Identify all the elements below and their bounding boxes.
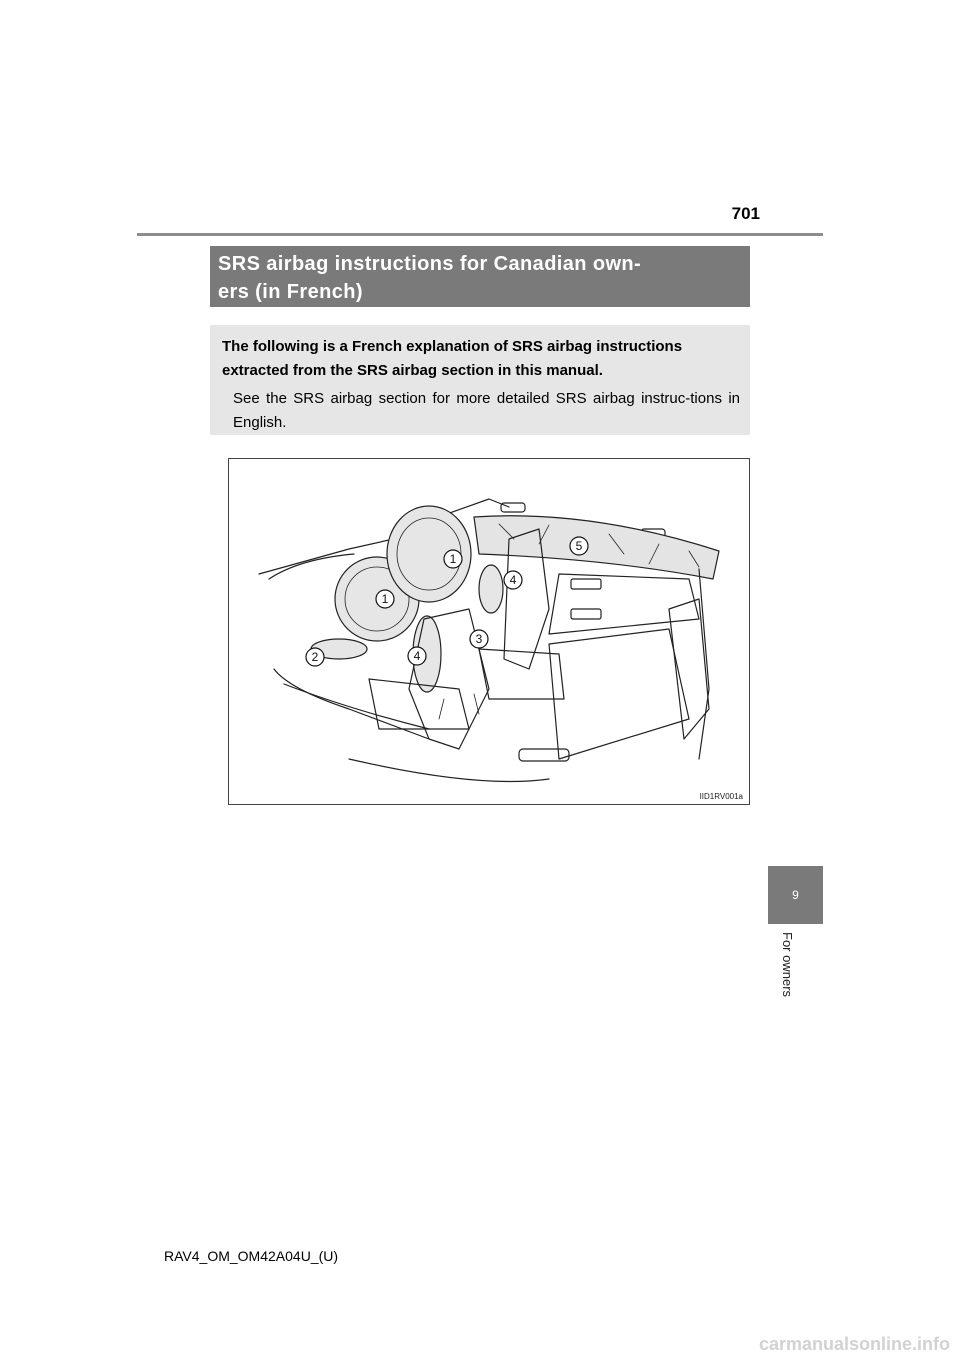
dashboard-curve	[269, 554, 354, 579]
section-title-line-1: SRS airbag instructions for Canadian own-	[218, 253, 642, 275]
page-number: 701	[731, 204, 760, 223]
intro-bold-text: The following is a French explanation of SRS airbag instructions extracted from the SRS airbag section in this manual.	[222, 338, 683, 379]
floor-line-rear	[349, 759, 549, 782]
chapter-tab[interactable]	[768, 866, 823, 924]
curtain-airbag	[474, 516, 719, 579]
callout-label-4b: 4	[509, 573, 517, 587]
airbag-figure	[228, 458, 750, 805]
callout-label-1a: 1	[449, 552, 457, 566]
watermark-text: carmanualsonline.info	[758, 1334, 950, 1354]
callout-label-2: 2	[311, 650, 319, 664]
side-airbag-passenger	[479, 565, 503, 613]
grab-handle-front	[501, 503, 525, 512]
intro-box	[210, 325, 750, 435]
door-handle-2	[571, 609, 601, 619]
intro-normal-text: See the SRS airbag section for more detailed SRS airbag instruc-tions in English.	[233, 390, 740, 431]
rear-door-edge	[699, 569, 709, 759]
callout-label-1b: 1	[381, 592, 389, 606]
chapter-label: For owners	[780, 932, 795, 998]
callout-label-4a: 4	[413, 649, 421, 663]
callout-label-3: 3	[475, 632, 483, 646]
door-handle-1	[571, 579, 601, 589]
rear-seat-cushion	[549, 629, 689, 759]
section-title-line-2: ers (in French)	[218, 281, 363, 303]
callout-label-5: 5	[575, 539, 583, 553]
figure-code: IID1RV001a	[699, 792, 743, 801]
section-title	[210, 246, 750, 307]
footer-doc-code: RAV4_OM_OM42A04U_(U)	[164, 1248, 339, 1264]
seat-rails	[439, 694, 479, 719]
airbag-illustration	[229, 459, 749, 804]
watermark	[0, 1330, 960, 1358]
chapter-label-container	[768, 930, 823, 1010]
header-rule	[137, 233, 823, 236]
floor-line-mid	[284, 684, 429, 729]
rear-floor-console	[519, 749, 569, 761]
chapter-number: 9	[792, 888, 799, 902]
